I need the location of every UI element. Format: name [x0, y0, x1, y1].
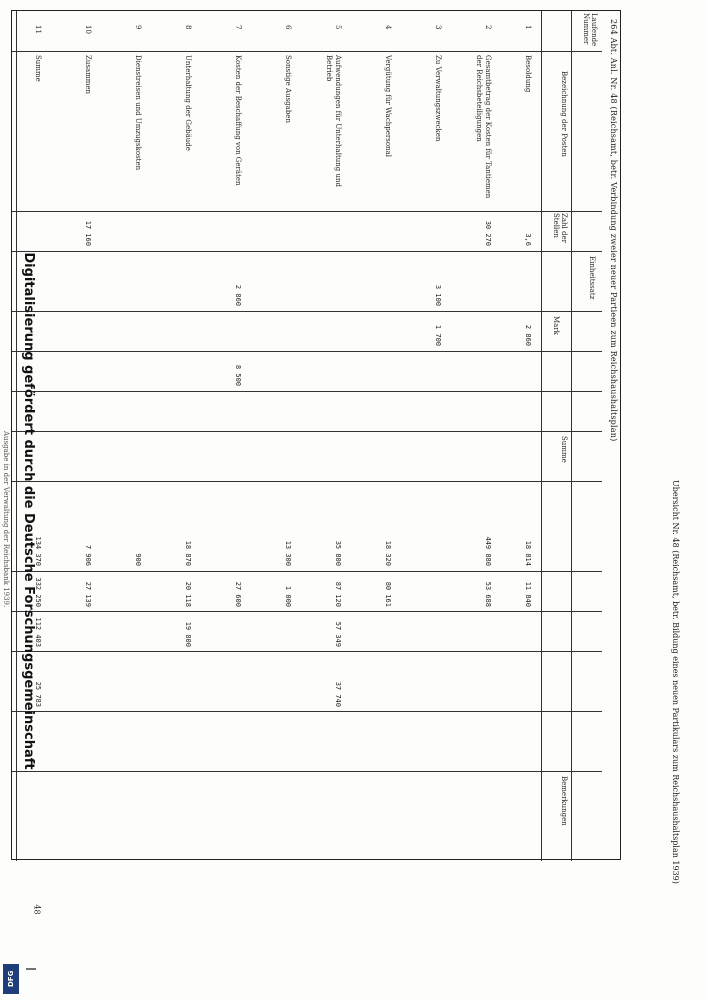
rotated-table [2, 10, 621, 860]
header-summe: Summe [560, 436, 568, 463]
dfg-logo-icon: DFG [3, 964, 19, 994]
header-einheitssatz: Einheitssatz [588, 256, 596, 300]
header-lfd: Laufende Nummer [582, 13, 598, 47]
table-frame [2, 10, 621, 860]
page-number: 48 [32, 904, 42, 915]
header-bemerkungen: Bemerkungen [560, 776, 568, 826]
table-header-title: 264 Abt. Anl. Nr. 48 (Reichsamt, betr. Verbindung zweier neuer Partieen zum Reichshaushaltsplan) [609, 19, 618, 442]
header-mark: Mark [552, 316, 560, 335]
scan-mark [26, 968, 36, 970]
table-grid: Laufende Nummer Bezeichnung der Posten Zahl der Stellen Einheitssatz Mark Summe Bemerkungen 1 Besoldung 3,6 2 860 18 814 11 840 2 Gesamtbetrag der Kosten für Tantiemen der Reichsbeteiligungen 30 270 449 880 53 688 3 Zu Verwaltungszwecken 3 100 1 700 4 Vergütung für Wachpersonal 18 320 80 161 5 Aufwendungen für Unterhaltung und Betrieb 35 800 87 120 57 349 37 740 6 Sonstige Ausgaben 13 300 1 000 7 Kosten der Beschaffung von Geräten 2 860 8 500 27 600 8 Unterhaltung der Gebäude 18 870 20 118 19 800 9 Dienstreisen und Umzugskosten 900 10 Zusammen 17 160 7 906 27 139 11 Summe 134 370 332 250 112 403 25 783 Ausgabe in der Verwaltung der Reichsbank 1939. [12, 11, 602, 861]
footnote: Ausgabe in der Verwaltung der Reichsbank 1939. [2, 431, 10, 608]
header-bezeichnung: Bezeichnung der Posten [560, 71, 568, 157]
header-right: Übersicht Nr. 48 (Reichsamt, betr. Bildung eines neuen Partikulars zum Reichshaushaltsplan 1939) [671, 480, 680, 884]
header-zahl: Zahl der Stellen [552, 213, 568, 243]
dfg-notice: Digitalisierung gefördert durch die Deutsche Forschungsgemeinschaft [21, 252, 36, 770]
